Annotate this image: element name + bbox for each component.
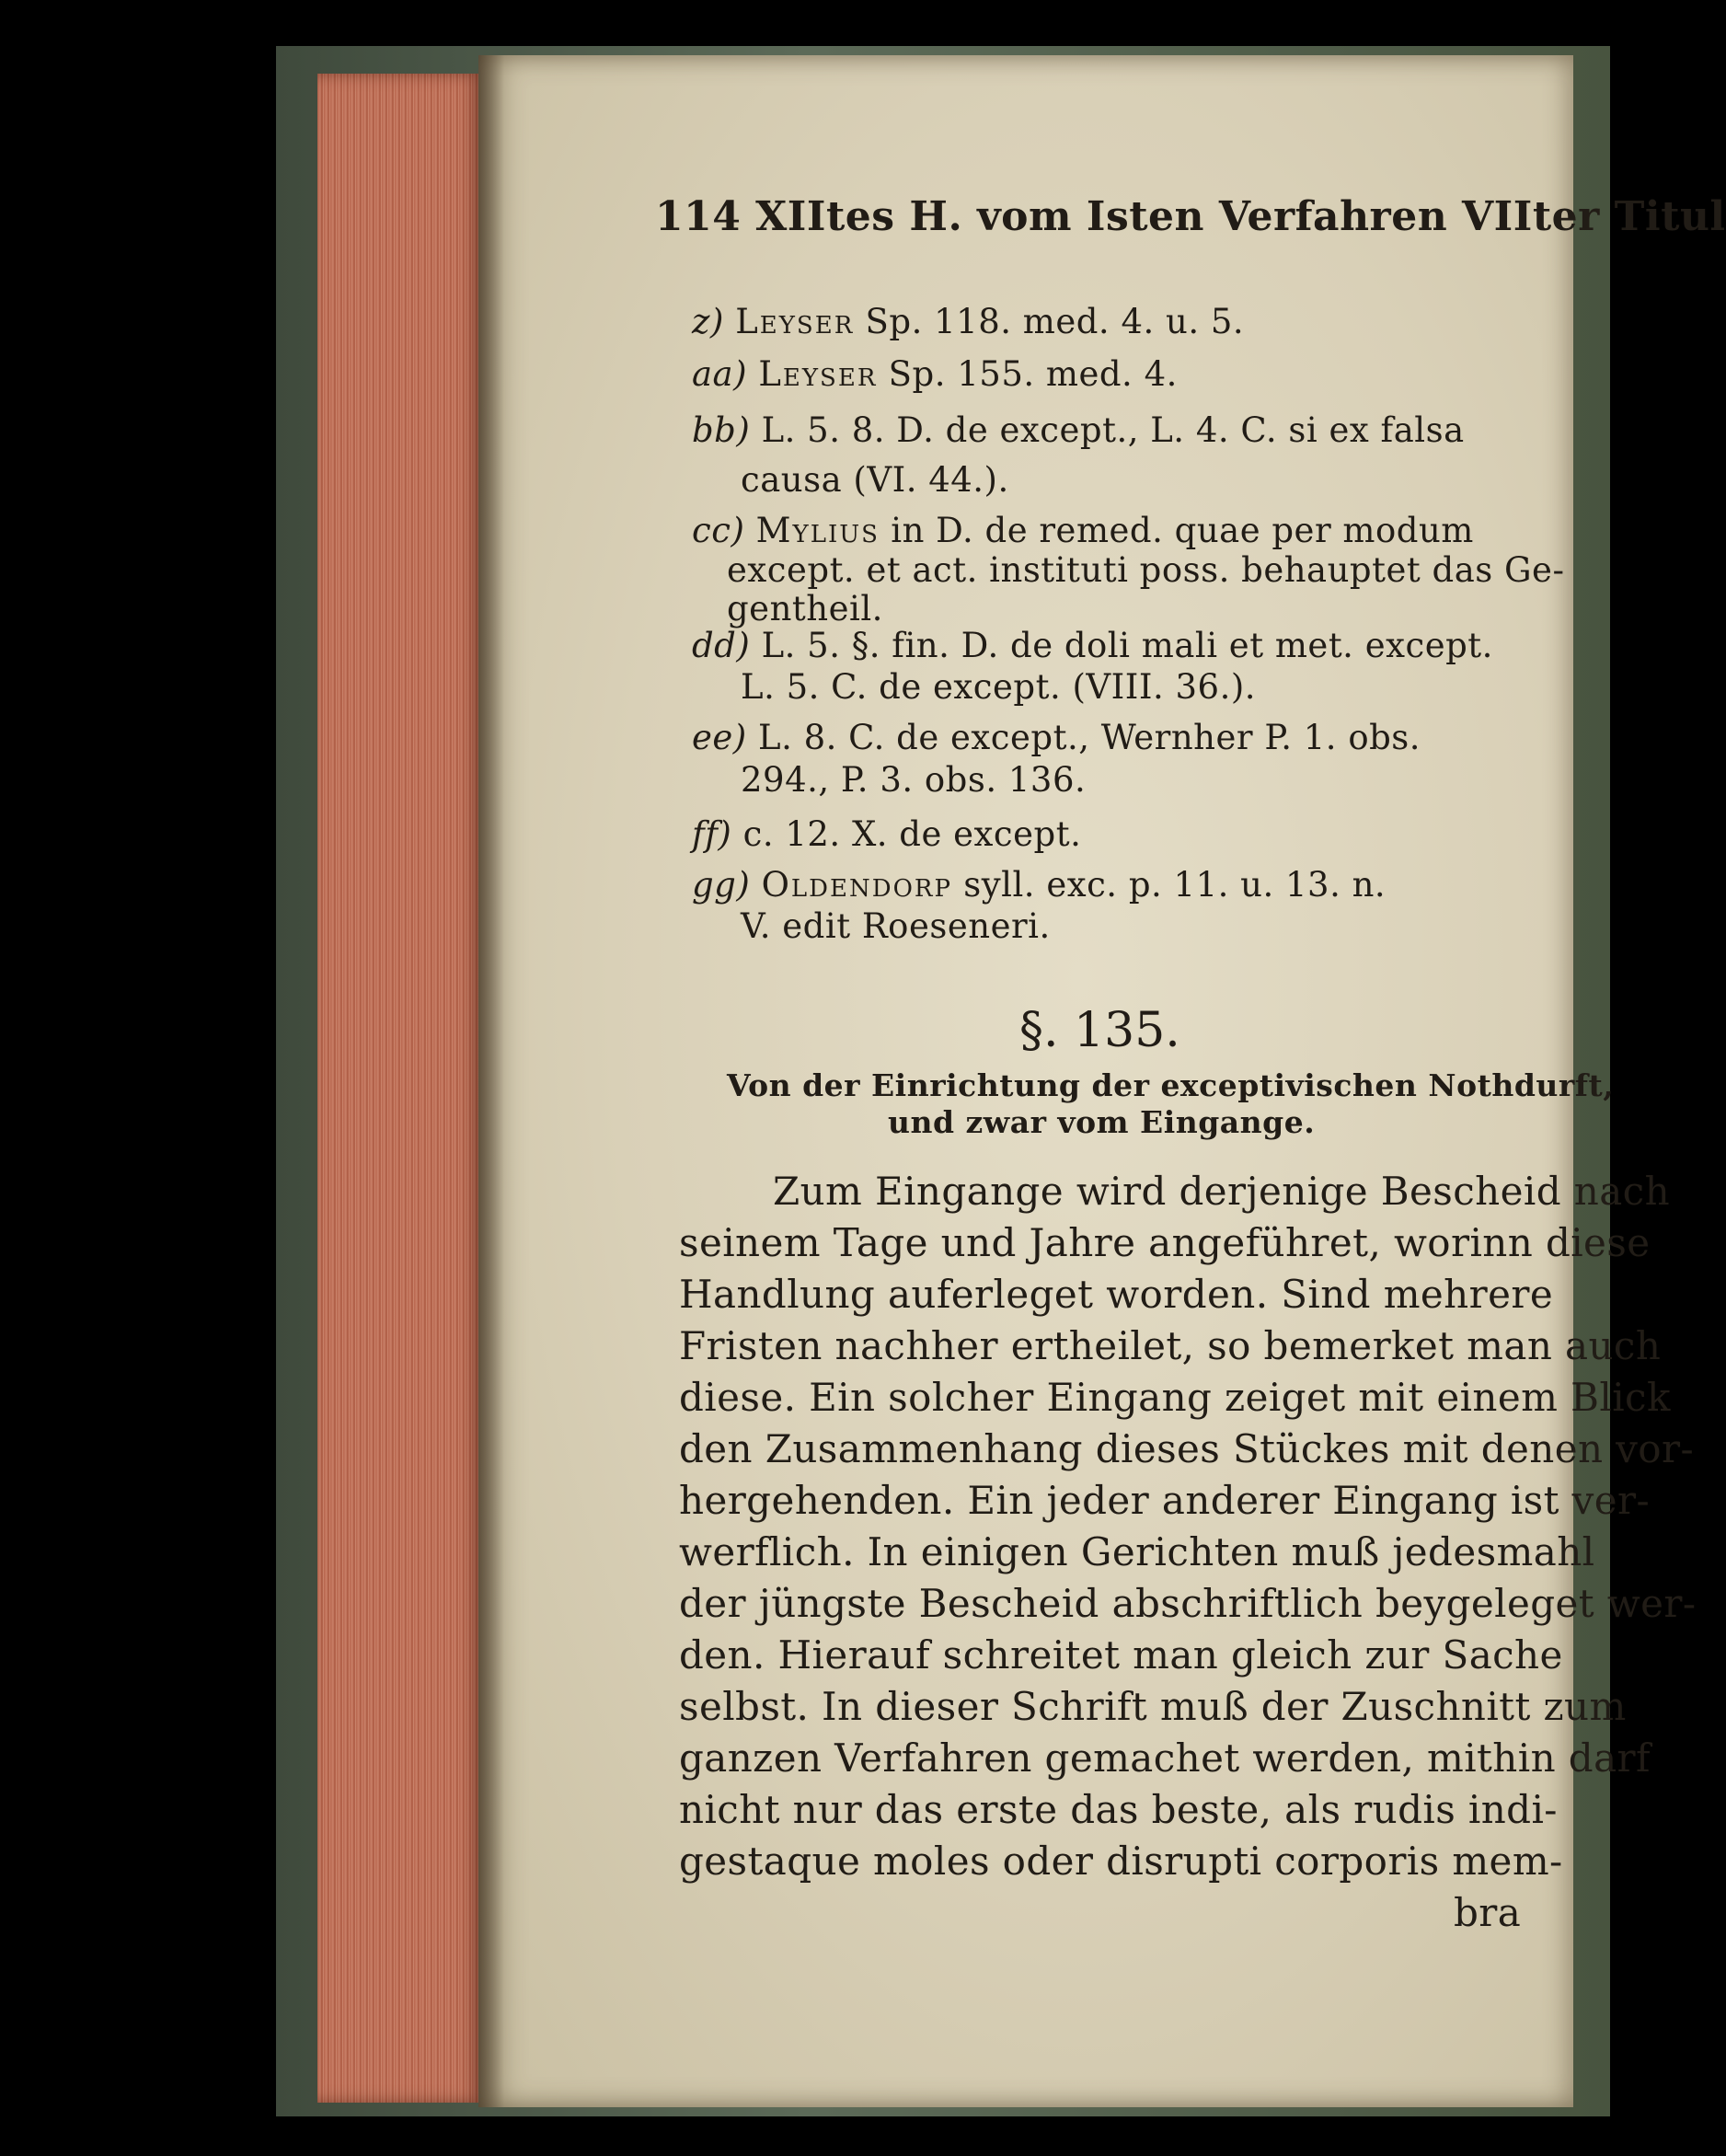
footnote-author: Leyser xyxy=(735,302,855,341)
footnote-text: Sp. 155. med. 4. xyxy=(877,354,1178,394)
running-header: 114 XIItes H. vom Isten Verfahren VIIter Titul xyxy=(655,193,1726,240)
section-title-line-1: Von der Einrichtung der exceptivischen Nothdurft, xyxy=(727,1067,1615,1103)
footnote-text: c. 12. X. de except. xyxy=(742,814,1082,854)
body-line: nicht nur das erste das beste, als rudis indi- xyxy=(679,1787,1558,1832)
footnote-gg xyxy=(692,865,1386,905)
section-title-line-2: und zwar vom Eingange. xyxy=(888,1104,1316,1140)
body-line: Zum Eingange wird derjenige Bescheid nach xyxy=(773,1169,1671,1214)
footnote-gg-cont: V. edit Roeseneri. xyxy=(741,906,1051,946)
footnote-author: Oldendorp xyxy=(761,865,952,905)
footnote-dd-cont: L. 5. C. de except. (VIII. 36.). xyxy=(741,667,1257,707)
page-edges xyxy=(317,74,483,2103)
footnote-mark: gg) xyxy=(692,865,751,905)
page-gutter-shadow xyxy=(478,55,504,2107)
footnote-mark: ff) xyxy=(692,814,732,854)
footnote-text: L. 5. §. fin. D. de doli mali et met. except. xyxy=(761,626,1493,665)
body-line: gestaque moles oder disrupti corporis mem- xyxy=(679,1839,1563,1884)
footnote-text: L. 5. 8. D. de except., L. 4. C. si ex falsa xyxy=(761,410,1465,450)
body-line: den. Hierauf schreitet man gleich zur Sache xyxy=(679,1632,1563,1678)
body-line: Fristen nachher ertheilet, so bemerket man auch xyxy=(679,1323,1662,1368)
footnote-ff xyxy=(692,814,1081,854)
body-line: bra xyxy=(1454,1890,1522,1935)
body-line: der jüngste Bescheid abschriftlich beygeleget wer- xyxy=(679,1581,1697,1626)
footnote-mark: bb) xyxy=(692,410,751,450)
body-line: diese. Ein solcher Eingang zeiget mit einem Blick xyxy=(679,1375,1671,1420)
footnote-ee xyxy=(692,718,1421,757)
footnote-text: in D. de remed. quae per modum xyxy=(879,511,1474,550)
footnote-ee-cont: 294., P. 3. obs. 136. xyxy=(741,760,1087,800)
footnote-text: Sp. 118. med. 4. u. 5. xyxy=(854,302,1245,341)
footnote-text: L. 8. C. de except., Wernher P. 1. obs. xyxy=(758,718,1421,757)
body-line: den Zusammenhang dieses Stückes mit denen vor- xyxy=(679,1426,1695,1471)
section-number: §. 135. xyxy=(1019,1003,1180,1058)
footnote-cc xyxy=(692,511,1474,550)
footnote-author: Leyser xyxy=(758,354,878,394)
footnote-cc-cont: except. et act. instituti poss. behauptet das Ge- xyxy=(727,550,1565,590)
footnote-mark: ee) xyxy=(692,718,747,757)
footnote-z xyxy=(692,302,1244,341)
footnote-dd xyxy=(692,626,1493,665)
body-line: selbst. In dieser Schrift muß der Zuschnitt zum xyxy=(679,1684,1627,1729)
body-line: werflich. In einigen Gerichten muß jedesmahl xyxy=(679,1529,1595,1574)
footnote-mark: dd) xyxy=(692,626,751,665)
body-line: ganzen Verfahren gemachet werden, mithin darf xyxy=(679,1735,1651,1781)
body-line: seinem Tage und Jahre angeführet, worinn diese xyxy=(679,1220,1651,1265)
footnote-text: syll. exc. p. 11. u. 13. n. xyxy=(951,865,1387,905)
footnote-mark: aa) xyxy=(692,354,748,394)
footnote-bb xyxy=(692,410,1465,450)
body-line: Handlung auferleget worden. Sind mehrere xyxy=(679,1272,1554,1317)
footnote-aa xyxy=(692,354,1178,394)
footnote-author: Mylius xyxy=(755,511,880,550)
footnote-cc-cont: gentheil. xyxy=(727,589,883,628)
footnote-mark: z) xyxy=(692,302,724,341)
body-line: hergehenden. Ein jeder anderer Eingang ist ver- xyxy=(679,1478,1651,1523)
footnote-bb-cont: causa (VI. 44.). xyxy=(741,460,1009,500)
footnote-mark: cc) xyxy=(692,511,745,550)
